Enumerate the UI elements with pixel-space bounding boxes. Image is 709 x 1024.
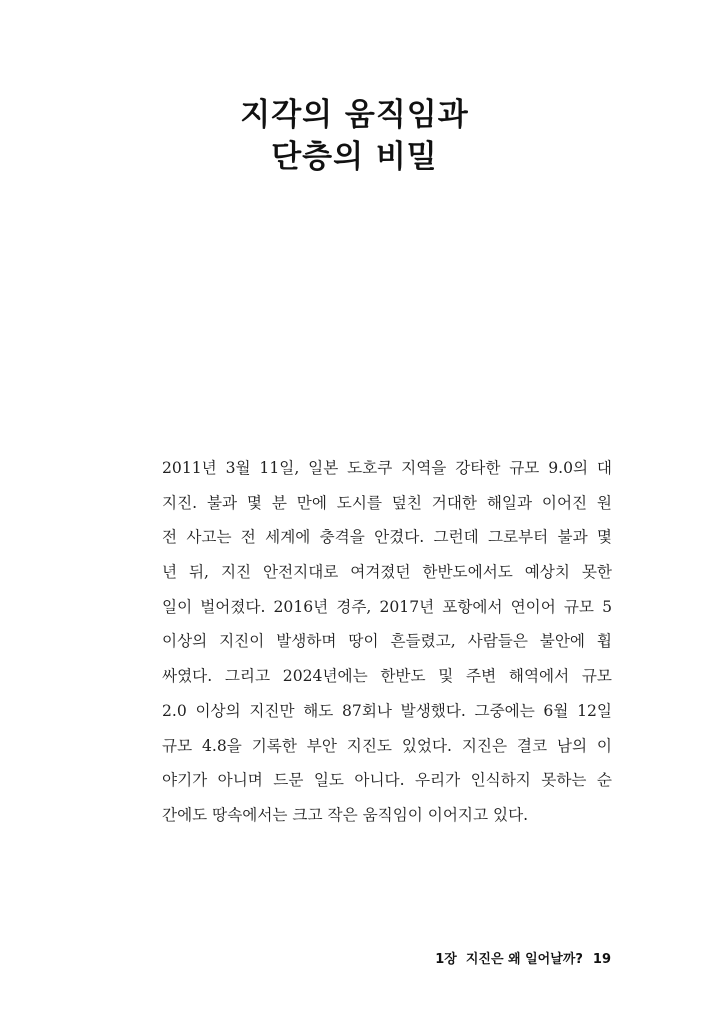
body-line-2: 지진. 불과 몇 분 만에 도시를 덮친 거대한 해일과 이어진 원 (162, 493, 612, 512)
body-line-3: 전 사고는 전 세계에 충격을 안겼다. 그런데 그로부터 불과 몇 (162, 528, 612, 547)
body-line-4: 년 뒤, 지진 안전지대로 여겨졌던 한반도에서도 예상치 못한 (162, 563, 612, 582)
body-paragraph (162, 451, 612, 833)
chapter-section-title (0, 94, 709, 178)
body-line-5: 일이 벌어졌다. 2016년 경주, 2017년 포항에서 연이어 규모 5 (162, 597, 612, 616)
body-line-9: 규모 4.8을 기록한 부안 지진도 있었다. 지진은 결코 남의 이 (162, 736, 612, 755)
body-line-1: 2011년 3월 11일, 일본 도호쿠 지역을 강타한 규모 9.0의 대 (162, 459, 612, 477)
body-line-7: 싸였다. 그리고 2024년에는 한반도 및 주변 해역에서 규모 (162, 667, 612, 686)
body-line-11: 간에도 땅속에서는 크고 작은 움직임이 이어지고 있다. (162, 805, 529, 824)
body-line-8: 2.0 이상의 지진만 해도 87회나 발생했다. 그중에는 6월 12일 (162, 701, 612, 720)
body-line-6: 이상의 지진이 발생하며 땅이 흔들렸고, 사람들은 불안에 휩 (162, 632, 612, 651)
body-line-10: 야기가 아니며 드문 일도 아니다. 우리가 인식하지 못하는 순 (162, 771, 612, 790)
chapter-label: 1장 지진은 왜 일어날까? (435, 952, 583, 967)
title-line-1: 지각의 움직임과 (240, 97, 469, 133)
page-number: 19 (592, 952, 611, 967)
title-line-2: 단층의 비밀 (271, 139, 438, 175)
running-footer (435, 948, 611, 967)
